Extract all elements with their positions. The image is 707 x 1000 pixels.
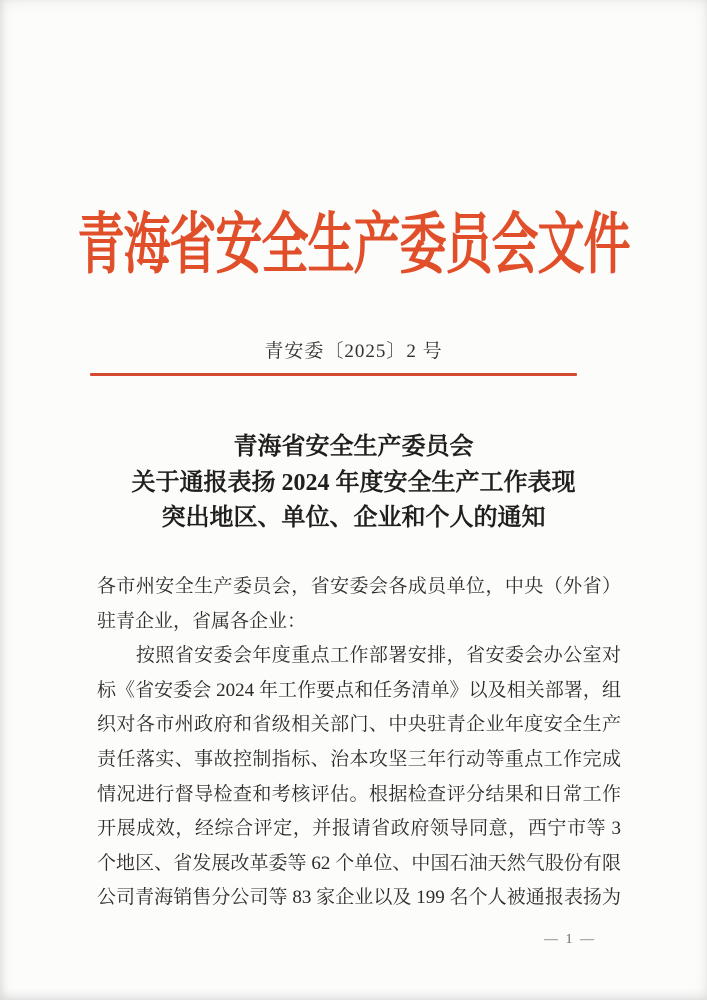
body-line: 情况进行督导检查和考核评估。根据检查评分结果和日常工作 (97, 783, 621, 805)
document-title (0, 430, 707, 537)
body-line: 织对各市州政府和省级相关部门、中央驻青企业年度安全生产 (97, 714, 621, 736)
document-title-line-3: 突出地区、单位、企业和个人的通知 (161, 505, 546, 531)
red-separator-line (90, 373, 577, 376)
body-line: 驻青企业，省属各企业： (97, 610, 307, 632)
page-number: — 1 — (544, 932, 596, 947)
document-body (97, 570, 621, 916)
body-line: 责任落实、事故控制指标、治本攻坚三年行动等重点工作完成 (97, 748, 621, 770)
document-number: 青安委〔2025〕2 号 (264, 341, 443, 362)
body-line: 按照省安委会年度重点工作部署安排，省安委会办公室对 (97, 645, 621, 667)
body-line: 开展成效，经综合评定，并报请省政府领导同意，西宁市等 3 (97, 818, 621, 840)
body-line: 标《省安委会 2024 年工作要点和任务清单》以及相关部署，组 (97, 679, 621, 701)
red-header-title: 青海省安全生产委员会文件 (77, 208, 630, 283)
document-title-line-2: 关于通报表扬 2024 年度安全生产工作表现 (131, 469, 576, 496)
body-line: 各市州安全生产委员会，省安委会各成员单位，中央（外省） (97, 576, 621, 597)
document-title-line-1: 青海省安全生产委员会 (233, 434, 474, 460)
document-red-header (0, 208, 707, 283)
body-line: 公司青海销售分公司等 83 家企业以及 199 名个人被通报表扬为 (97, 887, 621, 909)
body-line: 个地区、省发展改革委等 62 个单位、中国石油天然气股份有限 (97, 852, 621, 874)
